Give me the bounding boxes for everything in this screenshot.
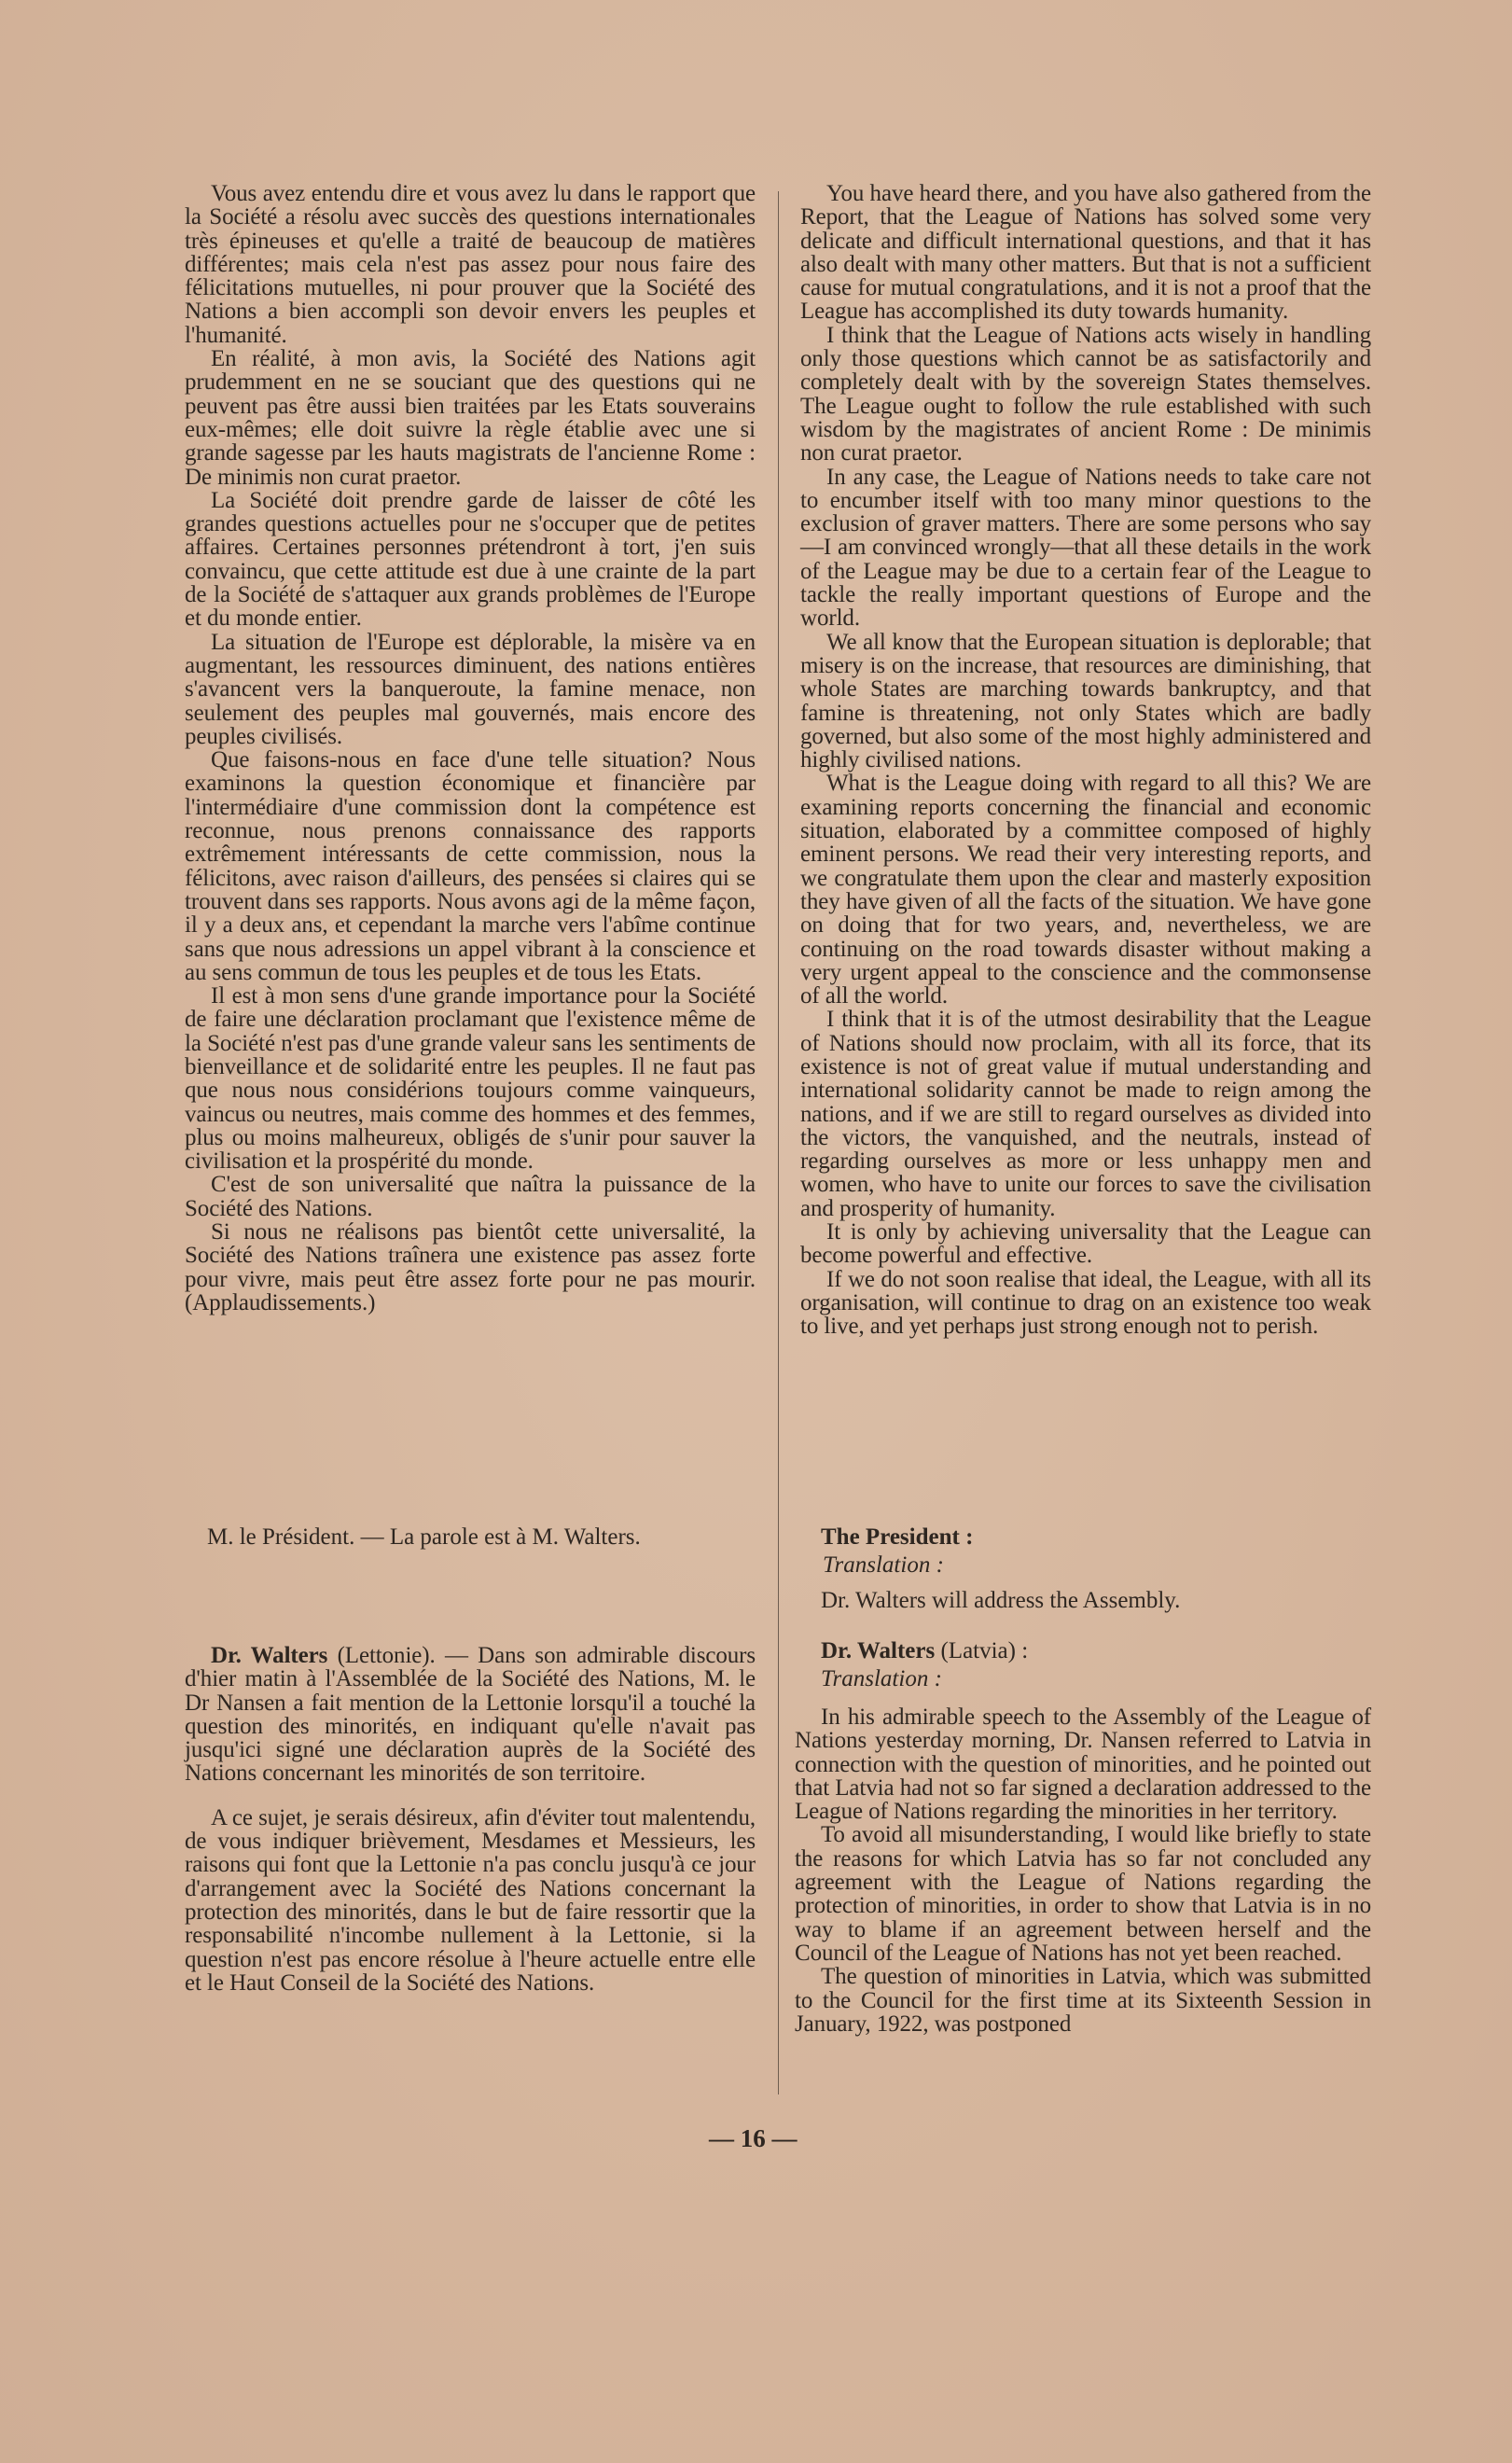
page-number: — 16 — bbox=[709, 2124, 798, 2152]
paragraph: Vous avez entendu dire et vous avez lu dans le rapport que la Société a résolu avec succès des questions internationales très épineuses et qu'elle a traité de beaucoup de matières différentes; mais cela n'est pas assez pour nous faire des félicitations mutuelles, ni pour prouver que la Société des Nations a bien accompli son devoir envers les peuples et l'humanité. bbox=[185, 181, 756, 348]
paragraph: What is the League doing with regard to all this? We are examining reports concerning the financial and economic situation, elaborated by a committee composed of highly eminent persons. We read their very interesting reports, and we congratulate them upon the clear and masterly exposition they have given of all the facts of the situation. We have gone on doing that for two years, and, nevertheless, we are continuing on the road towards disaster without making a very urgent appeal to the conscience and the commonsense of all the world. bbox=[800, 771, 1371, 1009]
speaker-name: Dr. Walters bbox=[211, 1643, 328, 1668]
paragraph: You have heard there, and you have also gathered from the Report, that the League of Nations has solved some very delicate and difficult international questions, and that it has also dealt with many other matters. But that is not a sufficient cause for mutual congratulations, and it is not a proof that the League has accomplished its duty towards humanity. bbox=[800, 181, 1371, 325]
president-text: Dr. Walters will address the Assembly. bbox=[821, 1588, 1181, 1613]
speaker-name: Dr. Walters bbox=[821, 1638, 936, 1663]
paragraph: In his admirable speech to the Assembly of the League of Nations yesterday morning, Dr. Nansen referred to Latvia in connection with the question of minorities, and he pointed out that Latvia had not so far signed a declaration addressed to the League of Nations regarding the minorities in her territory. bbox=[795, 1705, 1371, 1825]
paragraph: Il est à mon sens d'une grande importance pour la Société de faire une déclaration proclamant que l'existence même de la Société n'est pas d'une grande valeur sans les sentiments de bienveillance et de solidarité entre les peuples. Il ne faut pas que nous nous considérions toujours comme vainqueurs, vaincus ou neutres, mais comme des hommes et des femmes, plus ou moins malheureux, obligés de s'unir pour sauver la civilisation et la prospérité du monde. bbox=[185, 983, 756, 1175]
french-president-block bbox=[207, 1524, 759, 1552]
translation-label: Translation : bbox=[821, 1666, 942, 1691]
english-column bbox=[800, 182, 1371, 1339]
paragraph: La Société doit prendre garde de laisser de côté les grandes questions actuelles pour ne s'occuper que de petites affaires. Certaines personnes prétendront à tort, j'en suis convaincu, que cette attitude est due à une crainte de la part de la Société de s'attaquer aux grands problèmes de l'Europe et du monde entier. bbox=[185, 487, 756, 632]
paragraph: We all know that the European situation is deplorable; that misery is on the increase, that resources are diminishing, that whole States are marching towards bankruptcy, and that famine is threatening, not only States which are badly governed, but also some of the most highly administered and highly civilised nations. bbox=[800, 629, 1371, 773]
paragraph: C'est de son universalité que naîtra la puissance de la Société des Nations. bbox=[185, 1172, 756, 1221]
translation-label: Translation : bbox=[823, 1552, 944, 1578]
column-divider bbox=[778, 191, 779, 2094]
english-president-block bbox=[821, 1524, 1371, 1615]
paragraph: I think that it is of the utmost desirability that the League of Nations should now proclaim, with all its force, that its existence is not of great value if mutual understanding and international solidarity cannot be made to reign among the nations, and if we are still to regard ourselves as divided into the victors, the vanquished, and the neutrals, instead of regarding ourselves as more or less unhappy men and women, who have to unite our forces to save the civilisation and prosperity of humanity. bbox=[800, 1007, 1371, 1221]
speaker-heading bbox=[821, 1637, 1371, 1665]
paragraph: It is only by achieving universality that the League can become powerful and effective. bbox=[800, 1219, 1371, 1269]
paragraph: Si nous ne réalisons pas bientôt cette universalité, la Société des Nations traînera une existence pas assez forte pour vivre, mais peut être assez forte pour ne pas mourir. (Applaudissements.) bbox=[185, 1219, 756, 1315]
paragraph: La situation de l'Europe est déplorable, la misère va en augmentant, les ressources diminuent, des nations entières s'avancent vers la banqueroute, la famine menace, non seulement des peuples mal gouvernés, mais encore des peuples civilisés. bbox=[185, 629, 756, 749]
paragraph: In any case, the League of Nations needs to take care not to encumber itself with too many minor questions to the exclusion of graver matters. There are some persons who say—I am convinced wrongly—that all these details in the work of the League may be due to a certain fear of the League to tackle the really important questions of Europe and the world. bbox=[800, 464, 1371, 632]
president-line: M. le Président. — La parole est à M. Walters. bbox=[207, 1524, 641, 1550]
english-walters-text bbox=[795, 1705, 1371, 2036]
paragraph: A ce sujet, je serais désireux, afin d'éviter tout malentendu, de vous indiquer brièvement, Mesdames et Messieurs, les raisons qui font que la Lettonie n'a pas conclu jusqu'à ce jour d'arrangement avec la Société des Nations concernant la protection des minorités, dans le but de faire ressortir que la responsabilité n'incombe nullement à la Lettonie, si la question n'est pas encore résolue à l'heure actuelle entre elle et le Haut Conseil de la Société des Nations. bbox=[185, 1804, 756, 1996]
president-label: The President : bbox=[821, 1524, 974, 1550]
paragraph: If we do not soon realise that ideal, the League, with all its organisation, will continue to drag on an existence too weak to live, and yet perhaps just strong enough not to perish. bbox=[800, 1266, 1371, 1340]
paragraph: To avoid all misunderstanding, I would like briefly to state the reasons for which Latvia has so far not concluded any agreement with the League of Nations regarding the protection of minorities, in order to show that Latvia is in no way to blame if an agreement between herself and the Council of the League of Nations has not yet been reached. bbox=[795, 1822, 1371, 1966]
paragraph: The question of minorities in Latvia, which was submitted to the Council for the first time at its Sixteenth Session in January, 1922, was postponed bbox=[795, 1964, 1371, 2037]
french-column bbox=[185, 182, 756, 1315]
paragraph: Que faisons-nous en face d'une telle situation? Nous examinons la question économique et financière par l'intermédiaire d'une commission dont la compétence est reconnue, nous prenons connaissance des rapports extrêmement intéressants de cette commission, nous la félicitons, avec raison d'ailleurs, des pensées si claires qui se trouvent dans ses rapports. Nous avons agi de la même façon, il y a deux ans, et cependant la marche vers l'abîme continue sans que nous adressions un appel vibrant à la conscience et au sens commun de tous les peuples et de tous les Etats. bbox=[185, 747, 756, 985]
paragraph: Dr. Walters (Lettonie). — Dans son admirable discours d'hier matin à l'Assemblée de la Société des Nations, M. le Dr Nansen a fait mention de la Lettonie lorsqu'il a touché la question des minorités, en indiquant qu'elle n'avait pas jusqu'ici signé une déclaration auprès de la Société des Nations concernant les minorités de son territoire. bbox=[185, 1643, 756, 1787]
paragraph: En réalité, à mon avis, la Société des Nations agit prudemment en ne se souciant que des questions qui ne peuvent pas être aussi bien traitées par les Etats souverains eux-mêmes; elle doit suivre la règle établie avec une si grande sagesse par les hauts magistrats de l'ancienne Rome : De minimis non curat praetor. bbox=[185, 346, 756, 490]
english-walters-block bbox=[821, 1637, 1371, 1693]
paragraph: I think that the League of Nations acts wisely in handling only those questions which cannot be as satisfactorily and completely dealt with by the sovereign States themselves. The League ought to follow the rule established with such wisdom by the magistrates of ancient Rome : De minimis non curat praetor. bbox=[800, 322, 1371, 466]
speaker-country: (Latvia) : bbox=[940, 1638, 1029, 1663]
french-walters-block bbox=[185, 1644, 756, 1995]
